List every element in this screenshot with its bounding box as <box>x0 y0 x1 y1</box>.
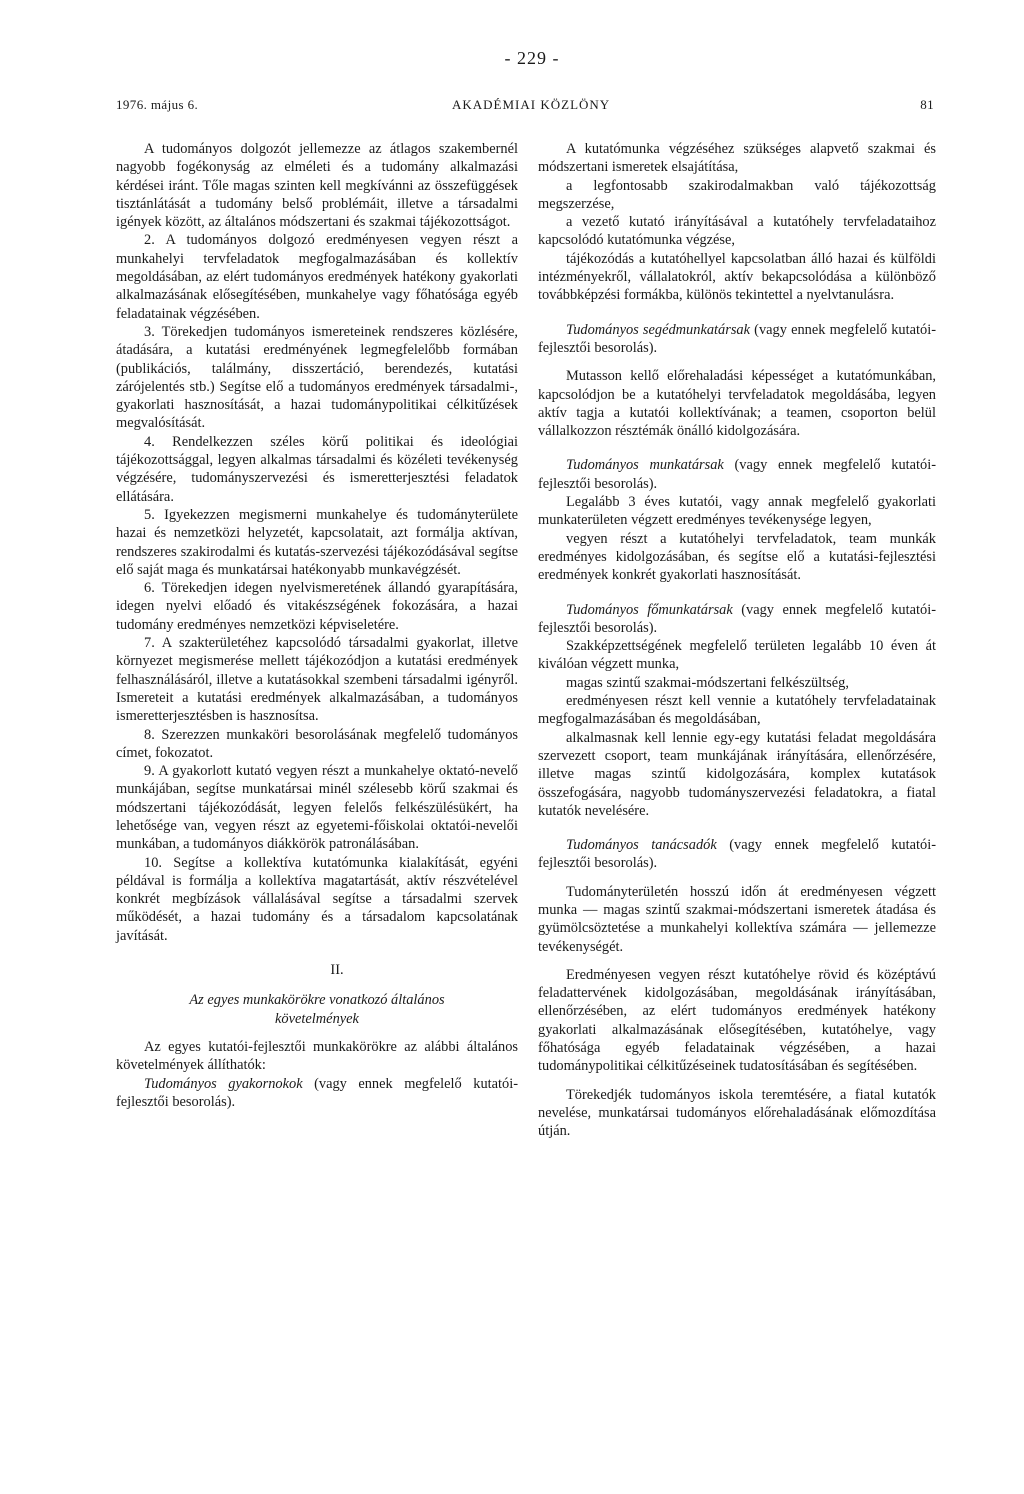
role-segedmunkatars-suffix: (vagy ennek megfelelő kutatói-fejlesztői besorolás). <box>538 321 937 356</box>
paragraph-6: 6. Törekedjen idegen nyelvismeretének állandó gyarapítására, idegen nyelvi előadó és vitakészségének fokozására, a hazai tudomány eredményes nemzetközi képviseletére. <box>116 580 518 633</box>
paragraph-7: 7. A szakterületéhez kapcsolódó társadalmi gyakorlat, illetve környezet megismerése mellett tájékozódjon a kutatási eredmények felhasználásáról, illetve a kutatásokkal szembeni társadalmi igényről. Ismereteit a kutatási eredmények alkalmazásában, a tudományos ismeretterjesztésben is hasznosítsa. <box>116 635 518 725</box>
role-fomunkatars-title: Tudományos főmunkatársak <box>566 601 733 618</box>
role-gyakornok-suffix: (vagy ennek megfelelő kutatói-fejlesztői besorolás). <box>116 1075 519 1110</box>
paragraph-5: 5. Igyekezzen megismerni munkahelye és tudományterülete hazai és nemzetközi helyzetét, kapcsolatait, azt formálja aktívan, rendszeres szakirodalmi és kutatás-szervezési tájékozódásával segítse elő saját maga és munkatársai hatékonyabb munkavégzését. <box>116 506 518 578</box>
intro-paragraph: A tudományos dolgozót jellemezze az átlagos szakembernél nagyobb fogékonyság az elméleti és a tudomány alkalmazási kérdései iránt. Tőle magas szinten kell megkívánni az összefüggések tisztánlátását a tudomány belső problémáit, illetve a társadalmi igények között, az általános módszertani és szakmai tájékozottságot. <box>116 141 518 231</box>
gyakornok-req-2: a legfontosabb szakirodalmakban való tájékozottság megszerzése, <box>538 177 936 212</box>
role-munkatars <box>538 456 936 493</box>
role-tanacsado-suffix: (vagy ennek megfelelő kutatói-fejlesztői besorolás). <box>538 837 937 872</box>
role-munkatars-suffix: (vagy ennek megfelelő kutatói-fejlesztői besorolás). <box>538 457 937 492</box>
role-segedmunkatars <box>538 321 936 358</box>
munkatars-req-2: vegyen részt a kutatóhelyi tervfeladatok, team munkák eredményes kidolgozásában, és segítse elő a kutatási-fejlesztési eredmények konkrét gyakorlati hasznosítását. <box>538 530 936 584</box>
fomunkatars-req-1: Szakképzettségének megfelelő területen legalább 10 éven át kiválóan végzett munka, <box>538 638 936 673</box>
munkatars-req-1: Legalább 3 éves kutatói, vagy annak megfelelő gyakorlati munkaterületen végzett eredményes tevékenysége legyen, <box>538 494 936 529</box>
header-date: 1976. május 6. <box>116 97 199 112</box>
role-gyakornok-title: Tudományos gyakornokok <box>144 1075 303 1092</box>
paragraph-2: 2. A tudományos dolgozó eredményesen vegyen részt a munkahelyi tervfeladatok megfogalmazásában és kollektív megoldásában, az elért tudományos eredmények hatékony gyakorlati alkalmazásának elősegítésében, munkahelye vagy főhatósága egyéb feladatainak végzésében. <box>116 232 518 322</box>
role-segedmunkatars-title: Tudományos segédmunkatársak <box>566 321 751 338</box>
section-number: II. <box>330 962 344 979</box>
paragraph-4: 4. Rendelkezzen széles körű politikai és ideológiai tájékozottsággal, legyen alkalmas társadalmi és közéleti tevékenység végzésére, tudományszervezési és ismeretterjesztési feladatok ellátására. <box>116 433 518 505</box>
running-header <box>116 97 934 117</box>
role-tanacsado <box>538 836 936 873</box>
header-issue-number: 81 <box>920 97 934 112</box>
role-fomunkatars-suffix: (vagy ennek megfelelő kutatói-fejlesztői besorolás). <box>538 601 937 636</box>
role-gyakornok <box>116 1075 518 1112</box>
paragraph-9: 9. A gyakorlott kutató vegyen részt a munkahelye oktató-nevelő munkájában, segítse munkatársai minél szélesebb körű szakmai és módszertani tájékozódását, legyen felelős felkészülésükért, ha lehetősége van, vegyen részt az egyetemi-főiskolai oktatói-nevelői munkában, a tudományos diákkörök patronálásában. <box>116 763 518 853</box>
fomunkatars-req-4: alkalmasnak kell lennie egy-egy kutatási feladat megoldására szervezett csoport, team munkájának irányítására, ellenőrzésére, illetve magas szintű kidolgozására, komplex kutatások összefogására, nagyobb tudományszervezési feladatokra, a fiatal kutatók nevelésére. <box>538 729 936 819</box>
gyakornok-req-4: tájékozódás a kutatóhellyel kapcsolatban álló hazai és külföldi intézményekről, vállalatokról, aktív bekapcsolódása a különböző továbbképzési formákba, különös tekintettel a nyelvtanulásra. <box>538 250 936 304</box>
fomunkatars-req-3: eredményesen részt kell vennie a kutatóhely tervfeladatainak megfogalmazásában és megoldásában, <box>538 693 936 728</box>
right-column <box>538 140 936 1141</box>
fomunkatars-req-2: magas szintű szakmai-módszertani felkészültség, <box>566 674 849 691</box>
tanacsado-req-2: Eredményesen vegyen részt kutatóhelye rövid és középtávú feladattervének kidolgozásában, megoldásának irányításában, ellenőrzésében, az elért tudományos eredmények hatékony gyakorlati alkalmazásának elősegítésében, kutatóhelye, vagy főhatósága egyéb feladatainak végzésében, a hazai tudománypolitikai célkitűzéseinek tudatosításában és segítésében. <box>538 966 936 1075</box>
tanacsado-req-1: Tudományterületén hosszú időn át eredményesen végzett munka — magas szintű szakmai-módszertani ismeretek átadása és gyümölcsöztetése a munkahelyi kollektíva számára — jellemezze tevékenységét. <box>538 883 936 955</box>
header-journal-title: AKADÉMIAI KÖZLÖNY <box>452 97 611 112</box>
gyakornok-req-3: a vezető kutató irányításával a kutatóhely tervfeladataihoz kapcsolódó kutatómunka végzése, <box>538 214 936 249</box>
section-title: Az egyes munkakörökre vonatkozó általános követelmények <box>189 992 445 1027</box>
paragraph-8: 8. Szerezzen munkaköri besorolásának megfelelő tudományos címet, fokozatot. <box>116 726 518 761</box>
paragraph-3: 3. Törekedjen tudományos ismereteinek rendszeres közlésére, átadására, a kutatási eredményének legmegfelelőbb formában (publikációs, találmány, disszertáció, berendezés, kutatási zárójelentés stb.) Segítse elő a tudományos eredmények társadalmi-, gyakorlati hasznosítását, a hazai tudománypolitikai célkitűzések megvalósítását. <box>116 323 518 432</box>
section-intro: Az egyes kutatói-fejlesztői munkakörökre az alábbi általános követelmények állíthatók: <box>116 1038 518 1074</box>
left-column <box>116 140 518 1111</box>
page-number: - 229 - <box>504 48 560 68</box>
role-munkatars-title: Tudományos munkatársak <box>566 457 724 474</box>
role-tanacsado-title: Tudományos tanácsadók <box>566 837 717 854</box>
tanacsado-req-3: Törekedjék tudományos iskola teremtésére, a fiatal kutatók nevelése, munkatársai tudományos előrehaladásának előmozdítása útján. <box>538 1086 936 1140</box>
segedmunkatars-text: Mutasson kellő előrehaladási képességet a kutatómunkában, kapcsolódjon be a kutatóhelyi tervfeladatok megoldásába, legyen aktív tagja a kutatói kollektívának; a teamen, csoporton belül vállalkozzon résztémák önálló kidolgozására. <box>538 368 936 440</box>
role-fomunkatars <box>538 601 936 638</box>
paragraph-10: 10. Segítse a kollektíva kutatómunka kialakítását, egyéni példával is formálja a kollektíva magatartását, aktív részvételével konkrét megbízások vállalásával segítse a társadalmi szervek működését, a hazai tudomány és a társadalom kapcsolatának javítását. <box>116 854 518 944</box>
gyakornok-req-1: A kutatómunka végzéséhez szükséges alapvető szakmai és módszertani ismeretek elsajátítása, <box>538 141 936 176</box>
